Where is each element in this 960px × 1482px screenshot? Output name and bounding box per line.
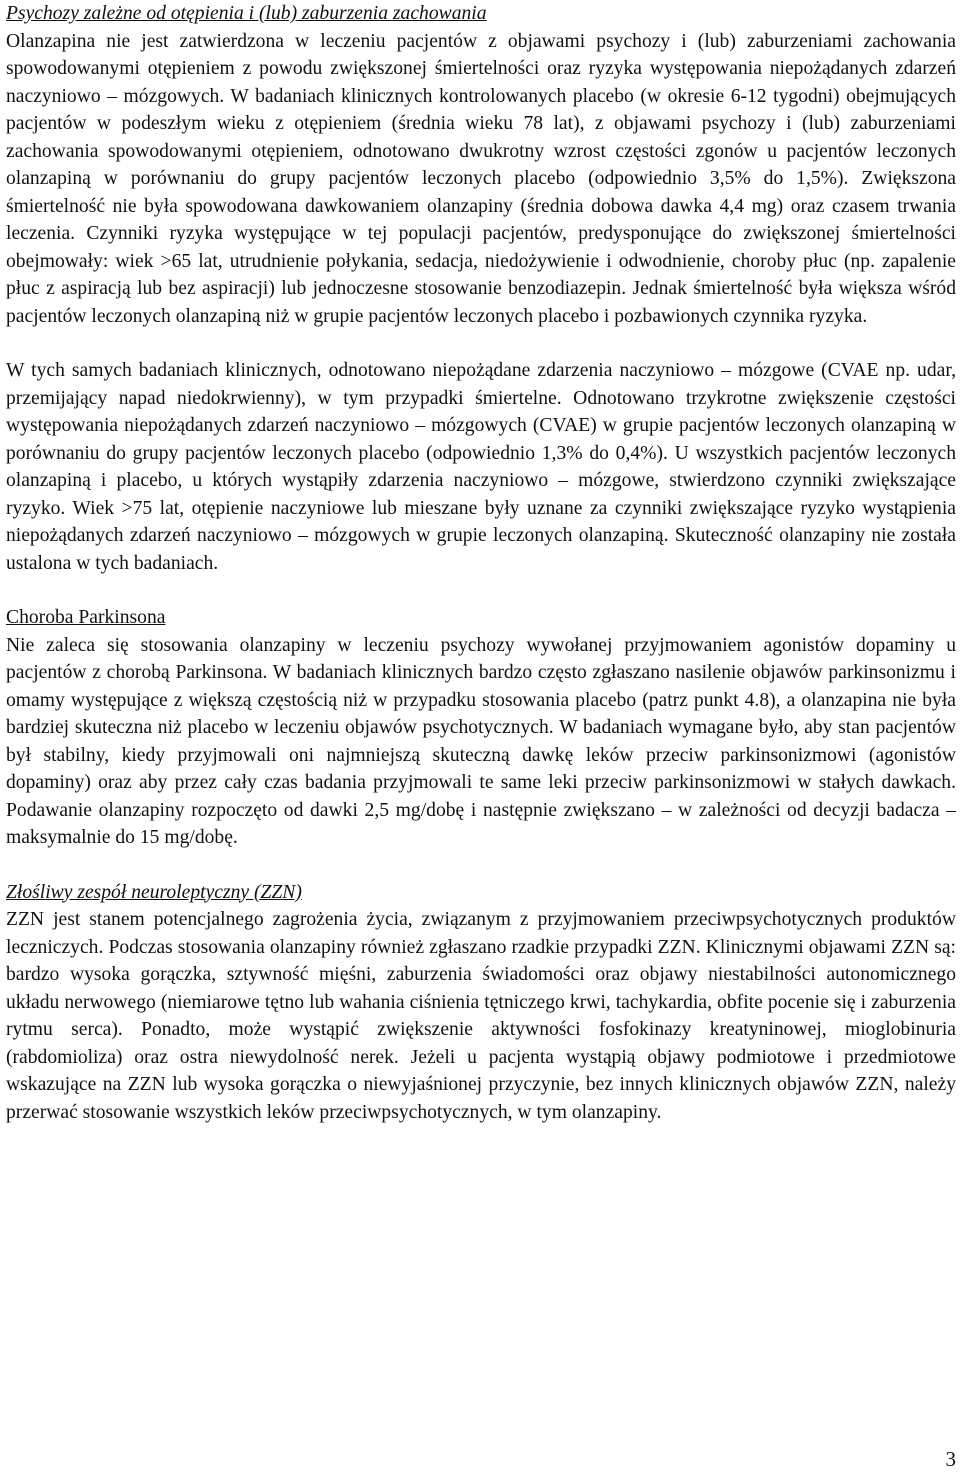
paragraph: Olanzapina nie jest zatwierdzona w leczeniu pacjentów z objawami psychozy i (lub) zaburzeniami zachowania spowodowanymi otępieniem z powodu zwiększonej śmiertelności oraz ryzyka występowania niepożądanych zdarzeń naczyniowo – mózgowych. W badaniach klinicznych kontrolowanych placebo (w okresie 6-12 tygodni) obejmujących pacjentów w podeszłym wieku z otępieniem (średnia wieku 78 lat), z objawami psychozy i (lub) zaburzeniami zachowania spowodowanymi otępieniem, odnotowano dwukrotny wzrost częstości zgonów u pacjentów leczonych olanzapiną w porównaniu do grupy pacjentów leczonych placebo (odpowiednio 3,5% do 1,5%). Zwiększona śmiertelność nie była spowodowana dawkowaniem olanzapiny (średnia dobowa dawka 4,4 mg) oraz czasem trwania leczenia. Czynniki ryzyka występujące w tej populacji pacjentów, predysponujące do zwiększonej śmiertelności obejmowały: wiek >65 lat, utrudnienie połykania, sedacja, niedożywienie i odwodnienie, choroby płuc (np. zapalenie płuc z aspiracją lub bez aspiracji) lub jednoczesne stosowanie benzodiazepin. Jednak śmiertelność była większa wśród pacjentów leczonych olanzapiną niż w grupie pacjentów leczonych placebo i pozbawionych czynnika ryzyka. [6,30,956,327]
document-page [6,0,956,1126]
paragraph: ZZN jest stanem potencjalnego zagrożenia życia, związanym z przyjmowaniem przeciwpsychotycznych produktów leczniczych. Podczas stosowania olanzapiny również zgłaszano rzadkie przypadki ZZN. Klinicznymi objawami ZZN są: bardzo wysoka gorączka, sztywność mięśni, zaburzenia świadomości oraz objawy niestabilności autonomicznego układu nerwowego (niemiarowe tętno lub wahania ciśnienia tętniczego krwi, tachykardia, obfite pocenie się i zaburzenia rytmu serca). Ponadto, może wystąpić zwiększenie aktywności fosfokinazy kreatyninowej, mioglobinuria (rabdomioliza) oraz ostra niewydolność nerek. Jeżeli u pacjenta wystąpią objawy podmiotowe i przedmiotowe wskazujące na ZZN lub wysoka gorączka o niewyjaśnionej przyczynie, bez innych klinicznych objawów ZZN, należy przerwać stosowanie wszystkich leków przeciwpsychotycznych, w tym olanzapiny. [6,909,956,1123]
section-parkinson [6,604,956,852]
page-number: 3 [945,1447,956,1471]
paragraph: Nie zaleca się stosowania olanzapiny w leczeniu psychozy wywołanej przyjmowaniem agonistów dopaminy u pacjentów z chorobą Parkinsona. W badaniach klinicznych bardzo często zgłaszano nasilenie objawów parkinsonizmu i omamy występujące z większą częstością niż w przypadku stosowania placebo (patrz punkt 4.8), a olanzapina nie była bardziej skuteczna niż placebo w leczeniu objawów psychotycznych. W badaniach wymagane było, aby stan pacjentów był stabilny, kiedy przyjmowali oni najmniejszą skuteczną dawkę leków przeciw parkinsonizmowi (agonistów dopaminy) oraz aby przez cały czas badania przyjmowali te same leki przeciw parkinsonizmowi w stałych dawkach. Podawanie olanzapiny rozpoczęto od dawki 2,5 mg/dobę i następnie zwiększano – w zależności od decyzji badacza – maksymalnie do 15 mg/dobę. [6,634,956,848]
section-heading: Choroba Parkinsona [6,607,166,628]
section-heading: Złośliwy zespół neuroleptyczny (ZZN) [6,881,302,903]
paragraph-spacer [6,330,956,357]
section-heading: Psychozy zależne od otępienia i (lub) zaburzenia zachowania [6,3,487,24]
section-dementia-psychosis [6,0,956,577]
section-spacer [6,852,956,879]
section-nms [6,879,956,1127]
section-spacer [6,577,956,604]
paragraph: W tych samych badaniach klinicznych, odnotowano niepożądane zdarzenia naczyniowo – mózgowe (CVAE np. udar, przemijający napad niedokrwienny), w tym przypadki śmiertelne. Odnotowano trzykrotne zwiększenie częstości występowania niepożądanych zdarzeń naczyniowo – mózgowych (CVAE) w grupie pacjentów leczonych olanzapiną w porównaniu do grupy pacjentów leczonych placebo (odpowiednio 1,3% do 0,4%). U wszystkich pacjentów leczonych olanzapiną i placebo, u których wystąpiły zdarzenia naczyniowo – mózgowe, stwierdzono czynniki zwiększające ryzyko. Wiek >75 lat, otępienie naczyniowe lub mieszane były uznane za czynniki zwiększające ryzyko wystąpienia niepożądanych zdarzeń naczyniowo – mózgowych w grupie leczonych olanzapiną. Skuteczność olanzapiny nie została ustalona w tych badaniach. [6,360,956,574]
